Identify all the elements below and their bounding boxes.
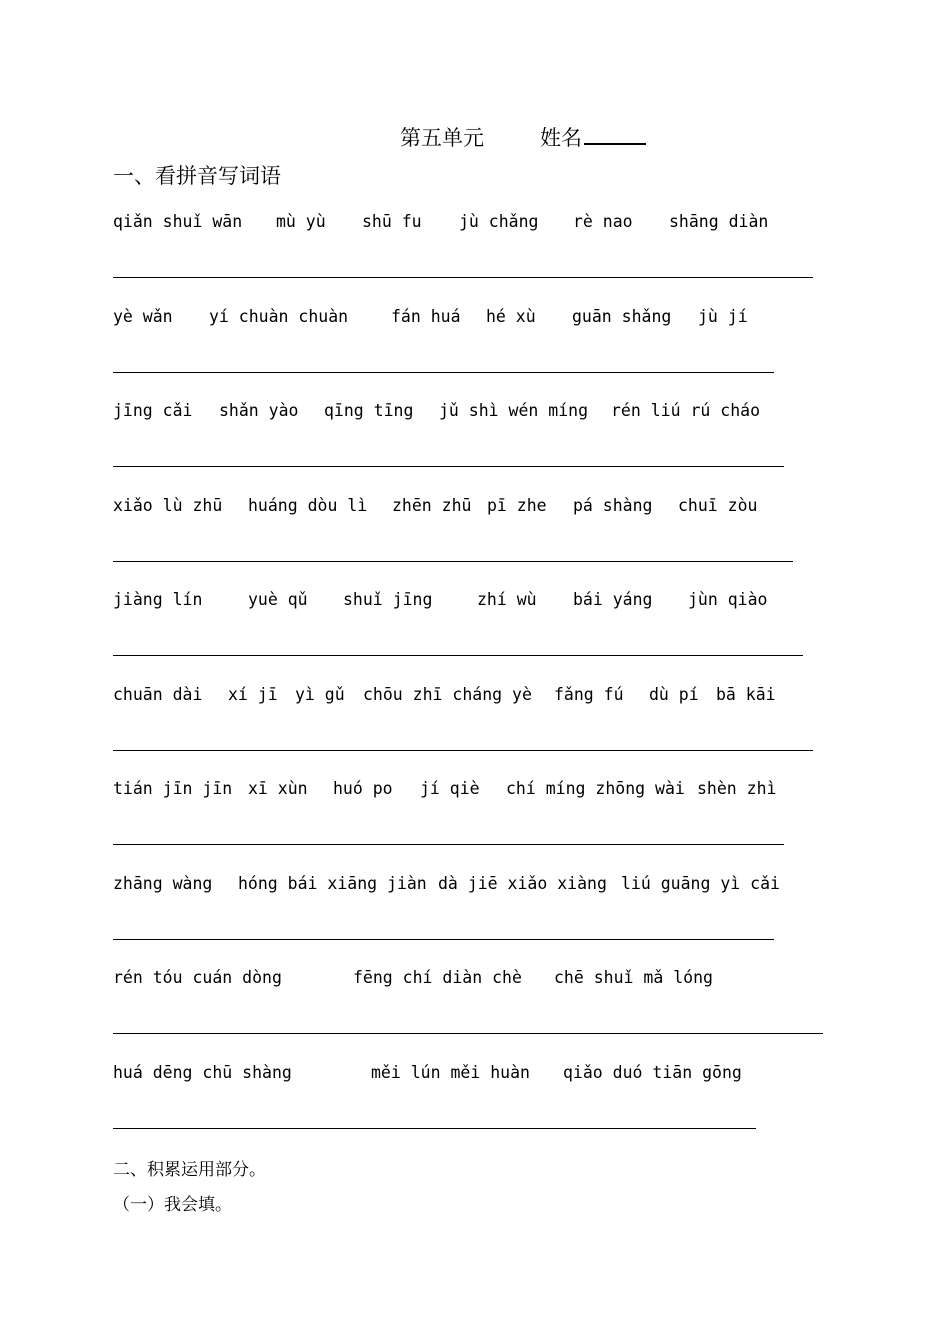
- pinyin-word: dù pí: [649, 685, 699, 704]
- pinyin-word: huáng dòu lì: [248, 496, 368, 515]
- pinyin-word: jù jí: [698, 307, 748, 326]
- pinyin-word: dà jiē xiǎo xiàng: [438, 874, 607, 893]
- pinyin-word: shāng diàn: [669, 212, 769, 231]
- pinyin-word: rén tóu cuán dòng: [113, 968, 282, 987]
- pinyin-word: qiǎn shuǐ wān: [113, 212, 243, 231]
- pinyin-word: pī zhe: [487, 496, 547, 515]
- pinyin-word: jùn qiào: [688, 590, 768, 609]
- pinyin-word: shū fu: [362, 212, 422, 231]
- name-label: 姓名: [540, 126, 582, 150]
- pinyin-word: yè wǎn: [113, 307, 173, 326]
- pinyin-word: chuān dài: [113, 685, 203, 704]
- pinyin-word: hóng bái xiāng jiàn: [238, 874, 427, 893]
- answer-line[interactable]: [113, 277, 813, 278]
- worksheet-title: [400, 122, 646, 152]
- pinyin-word: qīng tīng: [324, 401, 414, 420]
- answer-line[interactable]: [113, 372, 774, 373]
- answer-line[interactable]: [113, 655, 803, 656]
- pinyin-word: jù chǎng: [459, 212, 539, 231]
- pinyin-word: jīng cǎi: [113, 401, 193, 420]
- pinyin-word: qiǎo duó tiān gōng: [563, 1063, 742, 1082]
- section1-heading: 一、看拼音写词语: [113, 164, 281, 188]
- pinyin-word: xí jī: [228, 685, 278, 704]
- pinyin-word: xī xùn: [248, 779, 308, 798]
- pinyin-word: zhēn zhū: [392, 496, 472, 515]
- unit-title: 第五单元: [400, 126, 484, 150]
- section2-sub-heading: （一）我会填。: [113, 1195, 232, 1215]
- pinyin-word: chōu zhī cháng yè: [363, 685, 532, 704]
- answer-line[interactable]: [113, 466, 784, 467]
- answer-line[interactable]: [113, 561, 793, 562]
- pinyin-word: liú guāng yì cǎi: [621, 874, 780, 893]
- pinyin-word: zhāng wàng: [113, 874, 213, 893]
- pinyin-word: yì gǔ: [295, 685, 345, 704]
- pinyin-word: huó po: [333, 779, 393, 798]
- answer-line[interactable]: [113, 1033, 823, 1034]
- pinyin-word: yuè qǔ: [248, 590, 308, 609]
- pinyin-word: bái yáng: [573, 590, 653, 609]
- pinyin-word: shèn zhì: [697, 779, 777, 798]
- pinyin-word: měi lún měi huàn: [371, 1063, 530, 1082]
- pinyin-word: tián jīn jīn: [113, 779, 233, 798]
- pinyin-word: hé xù: [486, 307, 536, 326]
- name-blank-line[interactable]: [584, 123, 646, 145]
- pinyin-word: zhí wù: [477, 590, 537, 609]
- pinyin-word: pá shàng: [573, 496, 653, 515]
- pinyin-word: jǔ shì wén míng: [439, 401, 589, 420]
- pinyin-word: bā kāi: [716, 685, 776, 704]
- answer-line[interactable]: [113, 939, 774, 940]
- pinyin-word: huá dēng chū shàng: [113, 1063, 292, 1082]
- answer-line[interactable]: [113, 750, 813, 751]
- pinyin-word: fán huá: [391, 307, 461, 326]
- pinyin-word: shǎn yào: [219, 401, 299, 420]
- pinyin-word: xiǎo lù zhū: [113, 496, 223, 515]
- pinyin-word: jí qiè: [420, 779, 480, 798]
- section2-heading: 二、积累运用部分。: [113, 1160, 266, 1180]
- pinyin-word: fǎng fú: [554, 685, 624, 704]
- pinyin-word: rén liú rú cháo: [611, 401, 761, 420]
- pinyin-word: shuǐ jīng: [343, 590, 433, 609]
- pinyin-word: fēng chí diàn chè: [353, 968, 522, 987]
- pinyin-word: chí míng zhōng wài: [506, 779, 685, 798]
- pinyin-word: chē shuǐ mǎ lóng: [554, 968, 713, 987]
- pinyin-word: chuī zòu: [678, 496, 758, 515]
- pinyin-word: rè nao: [573, 212, 633, 231]
- answer-line[interactable]: [113, 1128, 756, 1129]
- pinyin-word: mù yù: [276, 212, 326, 231]
- pinyin-word: yí chuàn chuàn: [209, 307, 349, 326]
- answer-line[interactable]: [113, 844, 784, 845]
- pinyin-word: jiàng lín: [113, 590, 203, 609]
- pinyin-word: guān shǎng: [572, 307, 672, 326]
